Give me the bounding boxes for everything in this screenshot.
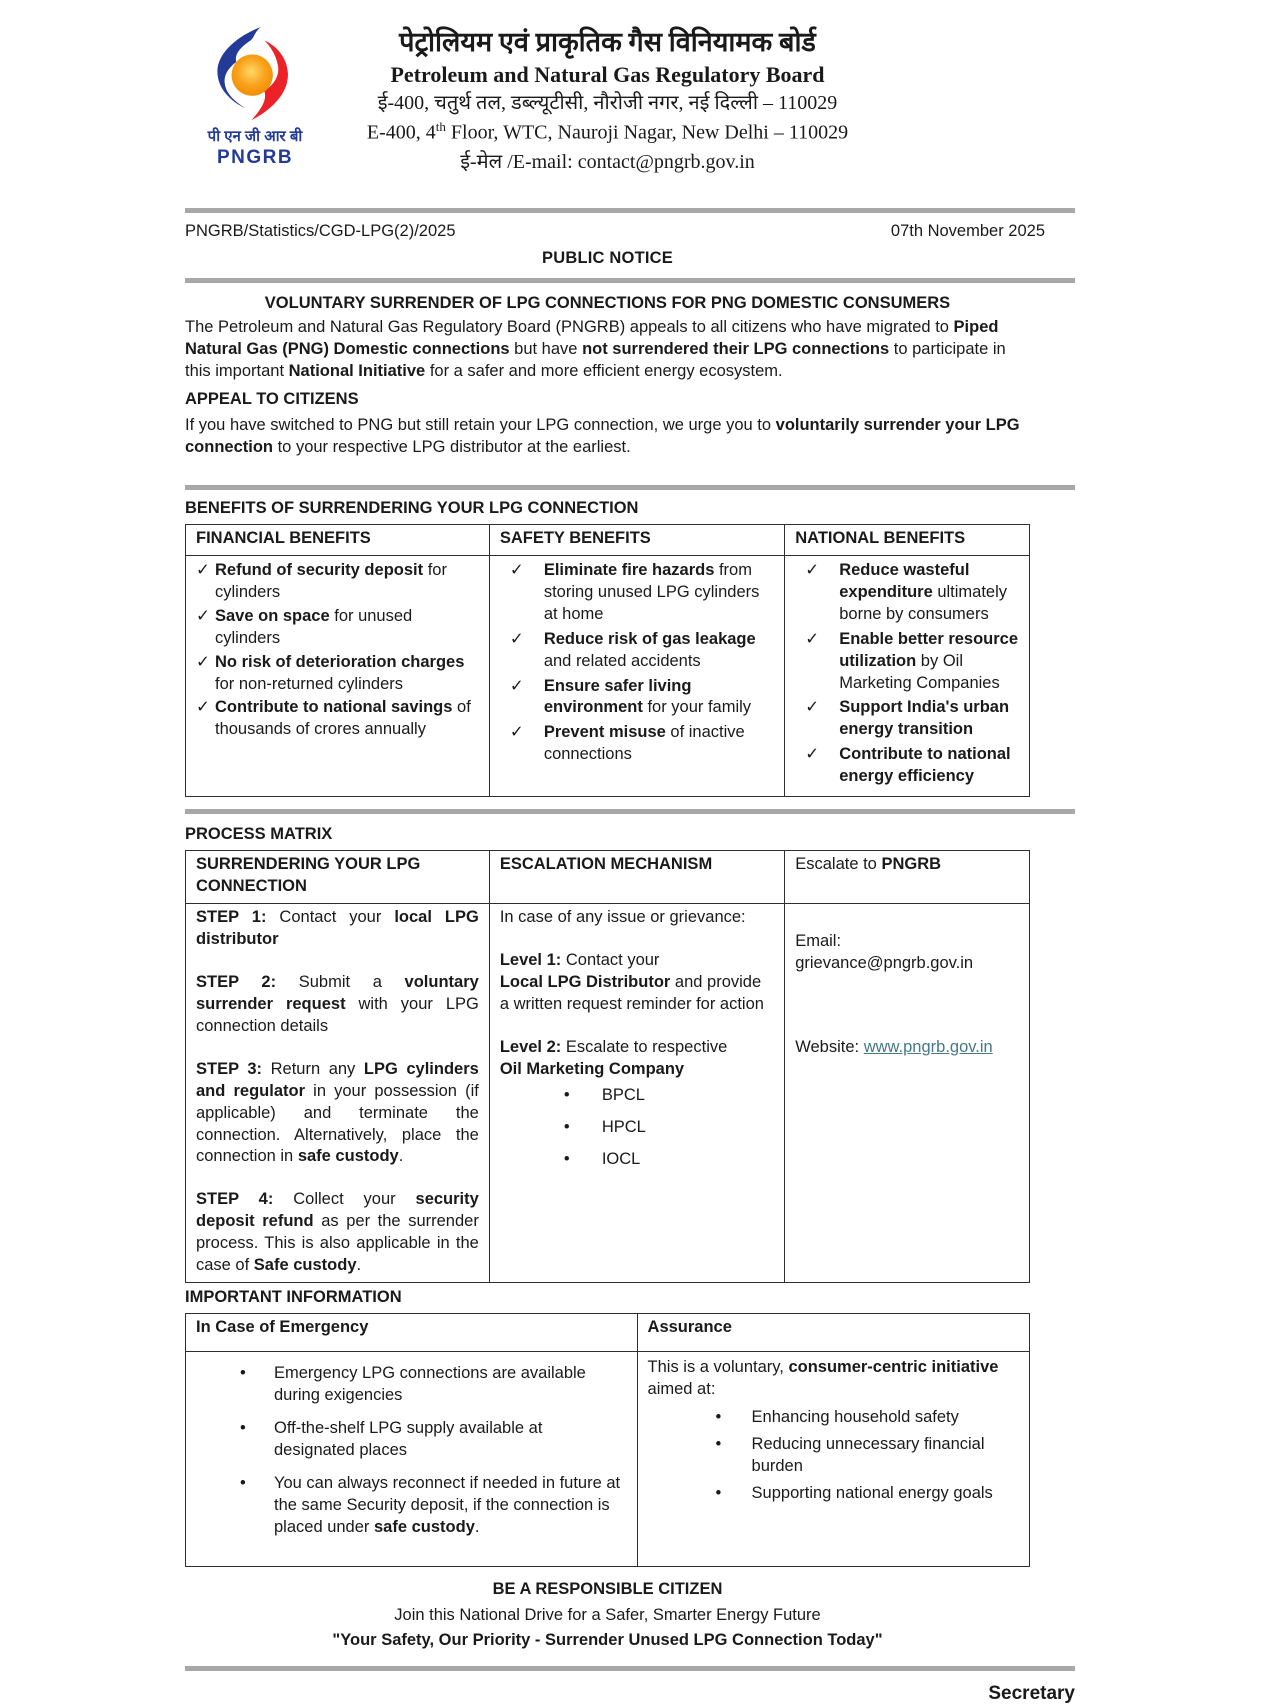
omc-item <box>500 1149 774 1171</box>
benefits-header-row <box>186 524 1030 555</box>
benefit-item <box>500 560 774 626</box>
step-3: STEP 3: Return any LPG cylinders and regulator in your possession (if applicable) and terminate the connection. Alternatively, place the connection in safe custody. <box>196 1059 479 1166</box>
escalation-intro: In case of any issue or grievance: <box>499 908 746 926</box>
check-icon: ✓ <box>196 698 210 717</box>
notice-subject: VOLUNTARY SURRENDER OF LPG CONNECTIONS FOR PNG DOMESTIC CONSUMERS <box>264 294 951 313</box>
logo-hindi-acronym: पी एन जी आर बी <box>207 128 303 145</box>
process-matrix-table <box>185 850 1030 1283</box>
escalation-column-header: ESCALATION MECHANISM <box>489 851 784 904</box>
benefit-item <box>795 629 1019 695</box>
benefit-item <box>795 697 1019 741</box>
assurance-text: Supporting national energy goals <box>751 1483 993 1502</box>
emergency-item <box>196 1363 627 1407</box>
emergency-item <box>196 1473 627 1539</box>
benefit-text: No risk of deterioration charges for non-returned cylinders <box>215 652 465 693</box>
check-icon: ✓ <box>805 745 820 764</box>
pngrb-website-link[interactable]: www.pngrb.gov.in <box>863 1037 993 1056</box>
benefit-text: Eliminate fire hazards from storing unused LPG cylinders at home <box>543 560 760 623</box>
bullet-icon: • <box>240 1473 246 1492</box>
important-info-table <box>185 1313 1030 1567</box>
surrender-column-header: SURRENDERING YOUR LPG CONNECTION <box>186 851 490 904</box>
emergency-text: Emergency LPG connections are available during exigencies <box>274 1364 586 1404</box>
assurance-text: Reducing unnecessary financial burden <box>751 1434 985 1475</box>
national-benefits-header: NATIONAL BENEFITS <box>785 524 1030 555</box>
benefit-text: Contribute to national savings of thousands of crores annually <box>215 698 471 739</box>
check-icon: ✓ <box>805 560 820 579</box>
national-benefits-cell <box>785 555 1030 796</box>
process-body-row <box>186 904 1030 1283</box>
benefit-text: Refund of security deposit for cylinders <box>215 560 447 601</box>
escalation-cell <box>489 904 784 1283</box>
divider <box>185 1666 1075 1671</box>
omc-name: BPCL <box>601 1085 645 1104</box>
bullet-icon: • <box>563 1085 570 1104</box>
benefit-text: Enable better resource utilization by Oil Marketing Companies <box>839 629 1019 692</box>
safety-benefits-header: SAFETY BENEFITS <box>489 524 784 555</box>
benefit-item <box>500 629 774 673</box>
safety-slogan-line: "Your Safety, Our Priority - Surrender Unused LPG Connection Today" <box>332 1631 883 1650</box>
benefit-item <box>196 697 479 741</box>
check-icon: ✓ <box>805 698 820 717</box>
divider <box>185 809 1075 814</box>
org-title-english: Petroleum and Natural Gas Regulatory Board <box>390 61 825 87</box>
financial-benefits-cell <box>186 555 490 796</box>
bullet-icon: • <box>563 1117 570 1136</box>
assurance-item <box>648 1483 1019 1505</box>
bullet-icon: • <box>240 1418 246 1437</box>
benefit-text: Ensure safer living environment for your family <box>543 676 752 717</box>
important-info-heading: IMPORTANT INFORMATION <box>185 1288 402 1307</box>
org-email-line: ई-मेल /E-mail: contact@pngrb.gov.in <box>460 151 755 174</box>
process-header-row <box>186 851 1030 904</box>
benefit-item <box>196 652 479 696</box>
check-icon: ✓ <box>196 560 210 579</box>
bullet-icon: • <box>240 1364 246 1382</box>
benefit-text: Support India's urban energy transition <box>839 698 1010 739</box>
emergency-text: Off-the-shelf LPG supply available at designated places <box>274 1418 543 1459</box>
appeal-heading: APPEAL TO CITIZENS <box>185 390 359 409</box>
step-2: STEP 2: Submit a voluntary surrender request with your LPG connection details <box>196 972 479 1035</box>
emergency-header: In Case of Emergency <box>186 1314 638 1352</box>
escalation-level-2: Level 2: Escalate to respective Oil Marketing Company <box>499 1037 728 1078</box>
bullet-icon: • <box>715 1483 722 1502</box>
assurance-header: Assurance <box>637 1314 1029 1352</box>
pngrb-flame-icon <box>208 26 302 128</box>
benefit-text: Prevent misuse of inactive connections <box>543 723 745 764</box>
reference-number: PNGRB/Statistics/CGD-LPG(2)/2025 <box>185 222 456 240</box>
assurance-text: Enhancing household safety <box>751 1407 959 1426</box>
appeal-paragraph: If you have switched to PNG but still retain your LPG connection, we urge you to voluntarily surrender your LPG connection to your respective LPG distributor at the earliest. <box>185 416 1020 456</box>
check-icon: ✓ <box>509 629 524 648</box>
info-header-row <box>186 1314 1030 1352</box>
check-icon: ✓ <box>805 629 820 648</box>
bullet-icon: • <box>715 1434 722 1453</box>
emergency-text: You can always reconnect if needed in future at the same Security deposit, if the connection is placed under safe custody. <box>274 1473 621 1536</box>
safety-benefits-cell <box>489 555 784 796</box>
logo-acronym: PNGRB <box>216 146 294 168</box>
benefits-body-row <box>186 555 1030 796</box>
process-matrix-heading: PROCESS MATRIX <box>185 825 333 844</box>
divider <box>185 278 1075 283</box>
org-title-hindi: पेट्रोलियम एवं प्राकृतिक गैस विनियामक बोर्ड <box>399 27 816 57</box>
check-icon: ✓ <box>196 606 210 625</box>
check-icon: ✓ <box>509 560 524 579</box>
national-drive-line: Join this National Drive for a Safer, Smarter Energy Future <box>394 1605 821 1624</box>
benefits-heading: BENEFITS OF SURRENDERING YOUR LPG CONNECTION <box>185 498 639 517</box>
omc-name: IOCL <box>601 1149 641 1168</box>
omc-item <box>500 1117 774 1139</box>
benefit-item <box>196 606 479 650</box>
intro-paragraph: The Petroleum and Natural Gas Regulatory Board (PNGRB) appeals to all citizens who have migrated to Piped Natural Gas (PNG) Domestic connections but have not surrendered their LPG connections to participate in this important National Initiative for a safer and more efficient energy ecosystem. <box>185 318 1006 381</box>
pngrb-escalation-header: Escalate to PNGRB <box>785 851 1030 904</box>
footer-slogans <box>185 1577 1030 1654</box>
assurance-item <box>648 1434 1019 1478</box>
benefit-text: Reduce risk of gas leakage and related accidents <box>543 629 756 670</box>
pngrb-logo <box>191 26 319 170</box>
letterhead <box>185 26 1075 202</box>
emergency-cell <box>186 1352 638 1567</box>
website-line: Website: www.pngrb.gov.in <box>795 1037 993 1056</box>
benefit-text: Contribute to national energy efficiency <box>839 745 1011 786</box>
bullet-icon: • <box>715 1407 722 1426</box>
benefit-item <box>500 722 774 766</box>
benefit-item <box>500 676 774 720</box>
notice-date: 07th November 2025 <box>890 222 1045 240</box>
check-icon: ✓ <box>509 676 524 695</box>
emergency-item <box>196 1418 627 1462</box>
org-address-english: E-400, 4th Floor, WTC, Nauroji Nagar, New Delhi – 110029 <box>366 119 849 145</box>
omc-item <box>500 1085 774 1107</box>
benefit-text: Save on space for unused cylinders <box>215 606 413 647</box>
step-4: STEP 4: Collect your security deposit refund as per the surrender process. This is also applicable in the case of Safe custody. <box>196 1190 479 1275</box>
grievance-email: Email: grievance@pngrb.gov.in <box>795 932 974 972</box>
omc-list <box>500 1085 774 1171</box>
public-notice-document <box>185 0 1075 1706</box>
check-icon: ✓ <box>509 723 524 742</box>
pngrb-contact-cell <box>785 904 1030 1283</box>
divider <box>185 208 1075 213</box>
assurance-cell <box>637 1352 1029 1567</box>
assurance-item <box>648 1407 1019 1429</box>
responsible-citizen-line: BE A RESPONSIBLE CITIZEN <box>492 1580 723 1598</box>
surrender-steps-cell <box>186 904 490 1283</box>
org-address-hindi: ई-400, चतुर्थ तल, डब्ल्यूटीसी, नौरोजी नगर, नई दिल्ली – 110029 <box>377 92 838 115</box>
public-notice-heading: PUBLIC NOTICE <box>542 249 673 268</box>
check-icon: ✓ <box>196 652 210 671</box>
reference-row <box>185 221 1045 242</box>
info-body-row <box>186 1352 1030 1567</box>
benefit-item <box>196 560 479 604</box>
omc-name: HPCL <box>601 1117 646 1136</box>
bullet-icon: • <box>563 1149 570 1168</box>
benefits-table <box>185 524 1030 797</box>
benefit-item <box>795 560 1019 626</box>
financial-benefits-header: FINANCIAL BENEFITS <box>186 524 490 555</box>
divider <box>185 485 1075 490</box>
benefit-item <box>795 744 1019 788</box>
assurance-intro: This is a voluntary, consumer-centric initiative aimed at: <box>647 1358 999 1398</box>
escalation-level-1: Level 1: Contact your Local LPG Distributor and provide a written request reminder for action <box>499 950 764 1013</box>
step-1: STEP 1: Contact your local LPG distributor <box>196 908 479 948</box>
signatory: Secretary <box>988 1682 1075 1704</box>
benefit-text: Reduce wasteful expenditure ultimately borne by consumers <box>839 560 1008 623</box>
